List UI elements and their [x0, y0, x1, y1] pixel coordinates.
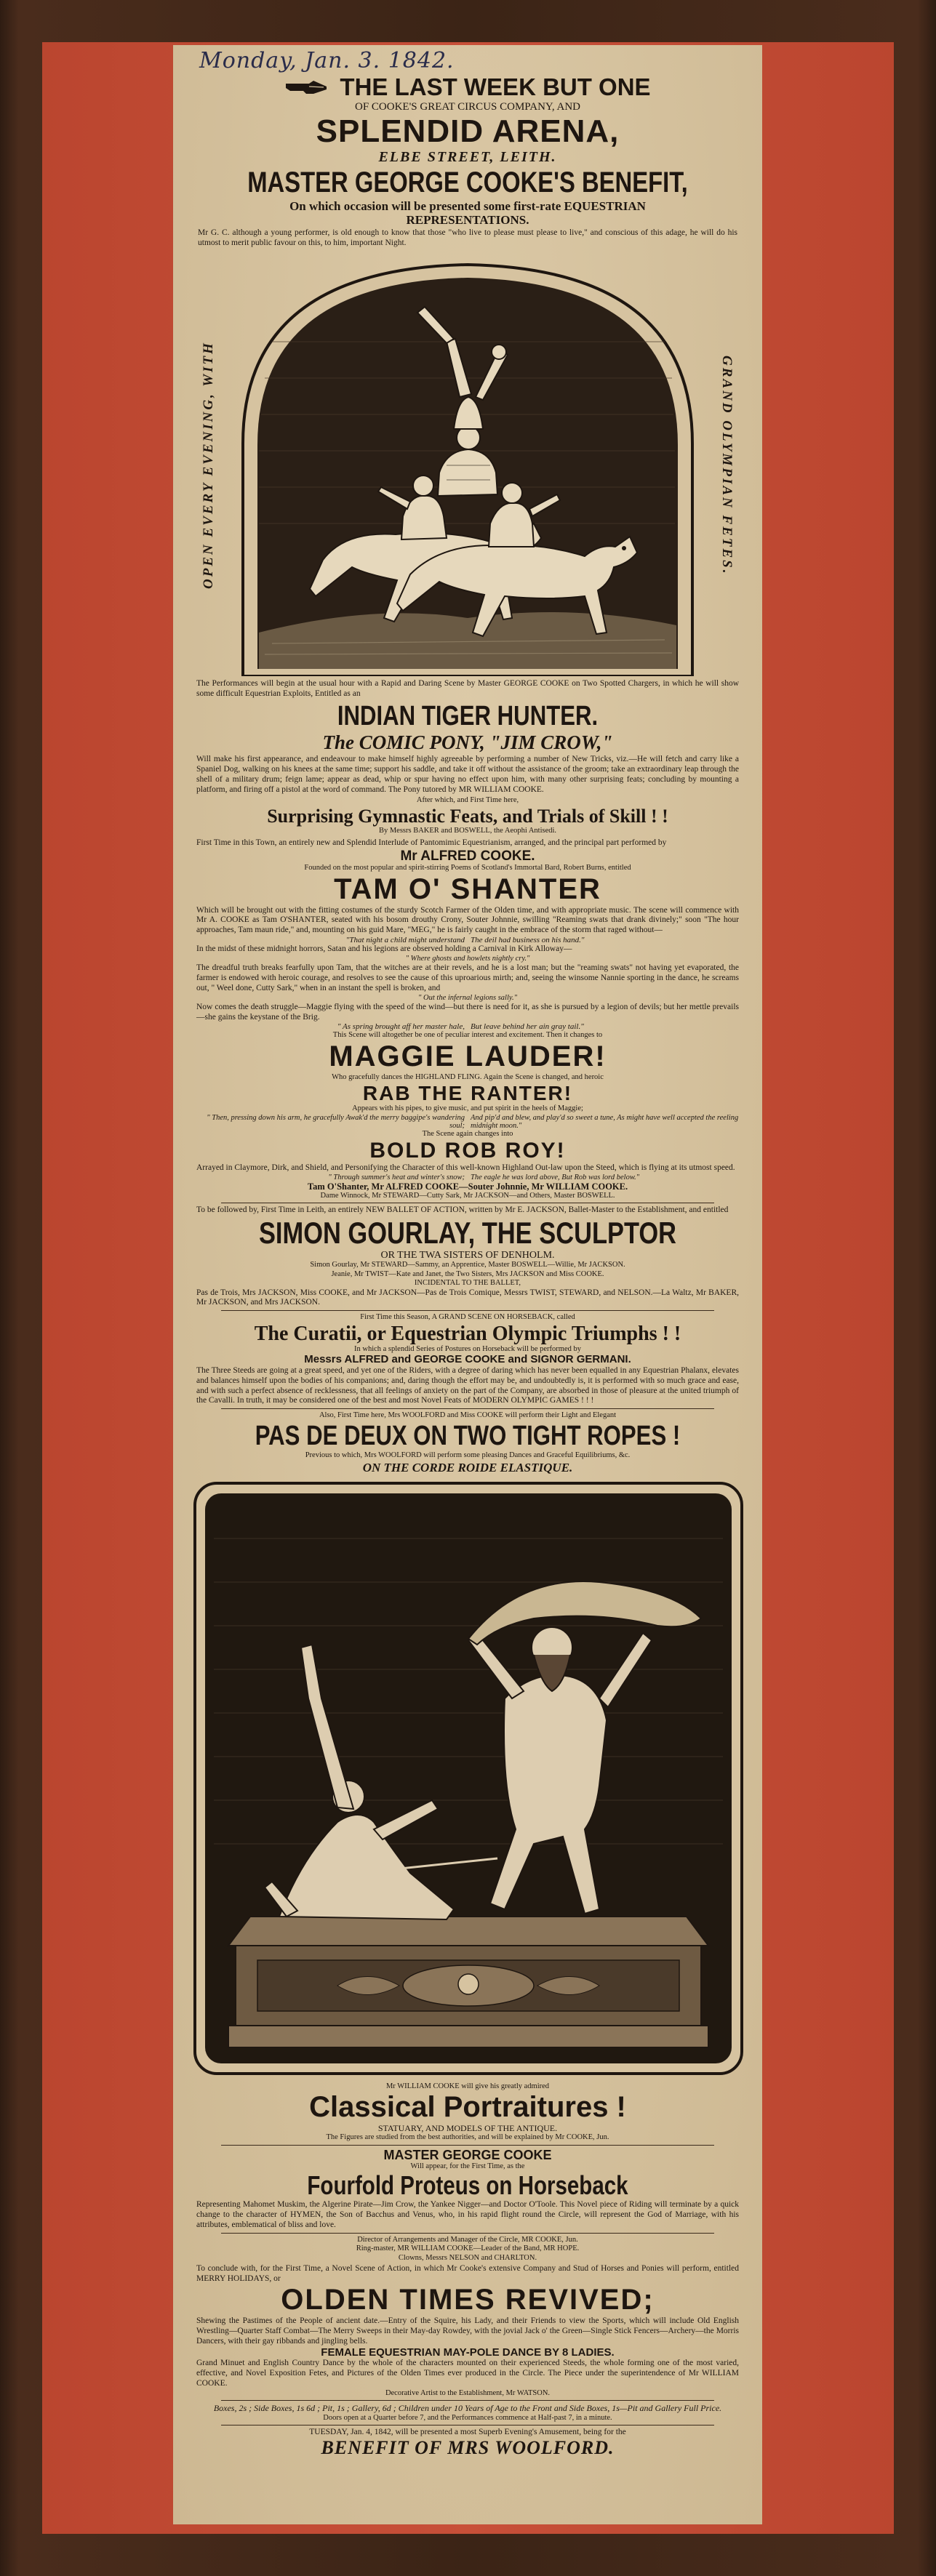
quote6-b: The eagle he was lord above, But Rob was lord below."	[471, 1173, 640, 1181]
header-representations: REPRESENTATIONS.	[406, 213, 529, 228]
arch-left-text: OPEN EVERY EVENING, WITH	[201, 341, 216, 590]
gladiator-illustration-block	[192, 1480, 745, 2077]
section2-body2: In the midst of these midnight horrors, Satan and his legions are observed holding a Carnival in Kirk Alloway—	[196, 944, 572, 953]
section8-credits2: Ring-master, MR WILLIAM COOKE—Leader of the Band, MR HOPE.	[356, 2244, 580, 2253]
section4-intro: First Time this Season, A GRAND SCENE ON HORSEBACK, called	[360, 1313, 575, 1322]
gladiators-statue-woodcut	[192, 1480, 745, 2077]
title-comic-pony: The COMIC PONY, "JIM CROW,"	[322, 731, 613, 754]
quote1-b: The deil had business on his hand."	[471, 935, 585, 944]
section3-incidental: INCIDENTAL TO THE BALLET,	[414, 1279, 521, 1288]
title-gymnastic-feats: Surprising Gymnastic Feats, and Trials of Skill ! !	[267, 805, 668, 827]
section3-intro: To be followed by, First Time in Leith, an entirely NEW BALLET OF ACTION, written by Mr E. JACKSON, Ballet-Master to the Establishment, and entitled	[196, 1205, 729, 1214]
section2-founded: Founded on the most popular and spirit-stirring Poems of Scotland's Immortal Bard, Robert Burns, entitled	[304, 864, 631, 872]
section2-cast1: Tam O'Shanter, Mr ALFRED COOKE—Souter Johnnie, Mr WILLIAM COOKE.	[307, 1181, 628, 1192]
section2-body7: Appears with his pipes, to give music, and put spirit in the heels of Maggie;	[352, 1104, 583, 1113]
header-note: Mr G. C. although a young performer, is old enough to know that those "who live to please must please to live," and conscious of this adage, he will do his utmost to merit public favour on this, to him, important Night.	[198, 228, 737, 248]
section2-body4: Now comes the death struggle—Maggie flying with the speed of the wind—but there is need for it, as she is pursued by a legion of devils; but her mettle prevails—she gains the keystane of the Brig.	[196, 1002, 739, 1022]
section5-body: Previous to which, Mrs WOOLFORD will perform some pleasing Dances and Graceful Equilibriums, &c.	[305, 1451, 631, 1460]
divider	[221, 1408, 714, 1409]
header-benefit: MASTER GEORGE COOKE'S BENEFIT,	[247, 166, 688, 199]
section5-subtitle: ON THE CORDE ROIDE ELASTIQUE.	[362, 1460, 573, 1474]
title-tam-o-shanter: TAM O' SHANTER	[334, 872, 601, 905]
title-curatii: The Curatii, or Equestrian Olympic Triumphs ! !	[254, 1322, 681, 1345]
title-pas-de-deux: PAS DE DEUX ON TWO TIGHT ROPES !	[255, 1420, 681, 1451]
circus-poster	[173, 45, 762, 2524]
section7-performer: MASTER GEORGE COOKE	[383, 2147, 552, 2162]
quote2: " Where ghosts and howlets nightly cry."	[405, 954, 530, 963]
section1-feats-by: By Messrs BAKER and BOSWELL, the Aeophi Antisedi.	[378, 826, 557, 835]
title-simon-gourlay: SIMON GOURLAY, THE SCULPTOR	[258, 1215, 677, 1250]
divider	[221, 2145, 714, 2146]
header-elbe-street: ELBE STREET, LEITH.	[378, 149, 557, 166]
section2-body3: The dreadful truth breaks fearfully upon Tam, that the witches are at their revels, and he is a lost man; but the "reaming swats" not having yet evaporated, the farmer is endowed with heroic courage, and resolves to see the cause of this uproarious mirth; and, seeing the winsome Nannie sporting in the dance, he screams out, " Weel done, Cutty Sark," when in an instant the spell is broken, and	[196, 963, 739, 992]
arch-illustration-block	[192, 254, 743, 676]
quote5-b: And pip'd and blew, and play'd so sweet a tune, As might have well accepted the reeling midnight moon."	[471, 1113, 739, 1130]
title-indian-tiger-hunter: INDIAN TIGER HUNTER.	[337, 700, 599, 731]
header-circus-company: OF COOKE'S GREAT CIRCUS COMPANY, AND	[354, 101, 580, 113]
title-olden-times-revived: OLDEN TIMES REVIVED;	[281, 2284, 655, 2316]
quote4-b: But leave behind her ain gray tail."	[471, 1022, 584, 1032]
section6-intro: Mr WILLIAM COOKE will give his greatly admired	[385, 2082, 550, 2090]
section7-intro: Will appear, for the First Time, as the	[410, 2162, 525, 2170]
section2-body: Which will be brought out with the fitting costumes of the sturdy Scotch Farmer of the Olden time, and with appropriate music. The scene will commence with Mr A. COOKE as Tam O'SHANTER, seated with his bosom drouthy Crony, Souter Johnnie, swilling "Reaming swats that drank divinely;" soon "The hour approaches, Tam maun ride," and, mounting on his guid Mare, "MEG," he is fairly caught in the embrace of the storm that raged without—	[196, 905, 739, 935]
title-fourfold-proteus: Fourfold Proteus on Horseback	[307, 2170, 628, 2201]
quote3: " Out the infernal legions sally."	[418, 993, 517, 1002]
section3-dances: Pas de Trois, Mrs JACKSON, Miss COOKE, and Mr JACKSON—Pas de Trois Comique, Messrs TWIST, STEWARD, and NELSON.—La Waltz, Mr BAKER, Mr JACKSON, and Mrs JACKSON.	[196, 1288, 739, 1307]
section4-perf-intro: In which a splendid Series of Postures on Horseback will be performed by	[353, 1344, 581, 1353]
title-classical-portraitures: Classical Portraitures !	[309, 2090, 626, 2123]
section1-intro: The Performances will begin at the usual hour with a Rapid and Daring Scene by Master GEORGE COOKE on Two Spotted Chargers, in which he will show some difficult Equestrian Exploits, Entitled as an	[196, 678, 739, 698]
quote6-a: " Through summer's heat and winter's snow;	[328, 1173, 465, 1181]
quote6-row	[192, 1173, 743, 1181]
quote5-a: " Then, pressing down his arm, he gracefully Awak'd the merry baggipe's wandering soul;	[207, 1113, 465, 1130]
arch-right-text: GRAND OLYMPIAN FETES.	[719, 355, 735, 576]
headline-row	[192, 73, 743, 101]
header-splendid-arena: SPLENDID ARENA,	[316, 113, 620, 149]
footer-tuesday: TUESDAY, Jan. 4, 1842, will be presented a most Superb Evening's Amusement, being for the	[309, 2428, 626, 2436]
quote4-a: " As spring brought aff her master hale,	[337, 1022, 465, 1032]
section1-after: After which, and First Time here,	[416, 796, 519, 805]
footer-prices: Boxes, 2s ; Side Boxes, 1s 6d ; Pit, 1s ; Gallery, 6d ; Children under 10 Years of Age to the Front and Side Boxes, 1s—Pit and Gallery Full Price.	[213, 2403, 722, 2414]
divider	[221, 2233, 714, 2234]
section7-body: Representing Mahomet Muskim, the Algerine Pirate—Jim Crow, the Yankee Nigger—and Doctor O'Toole. This Novel piece of Riding will terminate by a quick change to the character of HYMEN, the Son of Bacchus and Venus, who, in his rapid flight round the Circle, will represent the God of Marriage, with his attributes, emblematical of bliss and love.	[196, 2200, 739, 2229]
title-bold-rob-roy: BOLD ROB ROY!	[369, 1139, 566, 1163]
section8-credits3: Clowns, Messrs NELSON and CHARLTON.	[398, 2253, 537, 2262]
section2-intro: First Time in this Town, an entirely new and Splendid Interlude of Pantomimic Equestrianism, arranged, and the principal part performed by	[196, 838, 667, 848]
section3-subtitle: OR THE TWA SISTERS OF DENHOLM.	[380, 1249, 555, 1261]
footer-benefit: BENEFIT OF MRS WOOLFORD.	[321, 2436, 615, 2458]
quote5-row	[192, 1114, 743, 1130]
section5-intro: Also, First Time here, Mrs WOOLFORD and Miss COOKE will perform their Light and Elegant	[319, 1411, 617, 1420]
section8-body2: Grand Minuet and English Country Dance by the whole of the characters mounted on their experienced Steeds, the whole forming one of the most varied, effective, and Novel Exposition Fetes, and Pictures of the Olden Times ever produced in the Circle. The Piece under the superintendence of Mr WILLIAM COOKE.	[196, 2359, 739, 2388]
divider	[221, 2400, 714, 2401]
quote4-row	[192, 1022, 743, 1031]
pointing-hand-icon	[284, 78, 329, 97]
divider	[221, 1310, 714, 1311]
section1-body: Will make his first appearance, and endeavour to make himself highly agreeable by performing a number of New Tricks, viz.—He will fetch and carry like a Spaniel Dog, walking on his knees at the same time; support his saddle, and take it off without the assistance of the groom; take an extraordinary leap through the shell of a military drum; feign lame; appear as dead, whip or spur having no effect upon him, with many other surprising feats; concluding by mounting a platform, and firing off a pistol at the word of command. The Pony tutored by MR WILLIAM COOKE.	[196, 755, 739, 794]
section8-decorative: Decorative Artist to the Establishment, Mr WATSON.	[385, 2388, 551, 2397]
section2-body5: This Scene will altogether be one of peculiar interest and excitement. Then it changes to	[332, 1031, 603, 1040]
section8-credits1: Director of Arrangements and Manager of the Circle, MR COOKE, Jun.	[357, 2235, 578, 2244]
section6-sub1: STATUARY, AND MODELS OF THE ANTIQUE.	[377, 2122, 558, 2133]
title-rab-the-ranter: RAB THE RANTER!	[362, 1082, 573, 1105]
section2-body9: Arrayed in Claymore, Dirk, and Shield, and Personifying the Character of this well-known Highland Out-law upon the Steed, which is flying at its utmost speed.	[196, 1163, 735, 1172]
acrobats-on-horses-woodcut	[228, 254, 707, 676]
quote1-row	[192, 936, 743, 944]
title-maggie-lauder: MAGGIE LAUDER!	[329, 1040, 607, 1072]
quote1-a: "That night a child might understand	[345, 935, 465, 944]
section2-body6: Who gracefully dances the HIGHLAND FLING. Again the Scene is changed, and heroic	[332, 1072, 604, 1081]
section2-body8: The Scene again changes into	[422, 1129, 513, 1138]
section8-body: Shewing the Pastimes of the People of ancient date.—Entry of the Squire, his Lady, and their Friends to view the Sports, which will include Old English Wrestling—Quarter Staff Combat—The Merry Sweeps in their May-day Rowdey, with the jovial Jack o' the Green—Single Stick Fencers—Archery—the Morris Dancers, with their gay ribbands and jingling bells.	[196, 2316, 739, 2346]
section4-performers: Messrs ALFRED and GEORGE COOKE and SIGNOR GERMANI.	[304, 1353, 631, 1366]
footer-doors: Doors open at a Quarter before 7, and the Performances commence at Half-past 7, in a minute.	[323, 2413, 612, 2422]
section8-intro: To conclude with, for the First Time, a Novel Scene of Action, in which Mr Cooke's extensive Company and Stud of Horses and Ponies will perform, entitled MERRY HOLIDAYS, or	[196, 2263, 739, 2283]
headline-last-week: THE LAST WEEK BUT ONE	[340, 73, 651, 100]
handwritten-date: Monday, Jan. 3. 1842.	[199, 48, 455, 73]
section2-cast2: Dame Winnock, Mr STEWARD—Cutty Sark, Mr JACKSON—and Others, Master BOSWELL.	[320, 1191, 615, 1200]
section4-body: The Three Steeds are going at a great speed, and yet one of the Riders, with a degree of daring which has never been equalled in any Equestrian Phalanx, elevates and balances himself upon the bodies of his companions; and, daring though the effort may be, and undoubtedly is, it is performed with so much grace and ease, and with such a perfect absence of recklessness, that all feelings of anxiety on the part of the Company, are absorbed in those of pleasure at the united triumph of the Cavalli. In truth, it may be considered one of the best and most Novel Feats of MODERN OLYMPIC GAMES ! ! !	[196, 1366, 739, 1405]
section2-performer: Mr ALFRED COOKE.	[400, 848, 535, 864]
section3-cast1: Simon Gourlay, Mr STEWARD—Sammy, an Apprentice, Master BOSWELL—Willie, Mr JACKSON.	[310, 1261, 625, 1269]
title-may-pole-dance: FEMALE EQUESTRIAN MAY-POLE DANCE BY 8 LADIES.	[321, 2346, 615, 2359]
section6-sub2: The Figures are studied from the best authorities, and will be explained by Mr COOKE, Jun.	[326, 2133, 609, 2142]
header-occasion: On which occasion will be presented some first-rate EQUESTRIAN	[289, 199, 646, 214]
section3-cast2: Jeanie, Mr TWIST—Kate and Janet, the Two Sisters, Mrs JACKSON and Miss COOKE.	[331, 1269, 604, 1278]
